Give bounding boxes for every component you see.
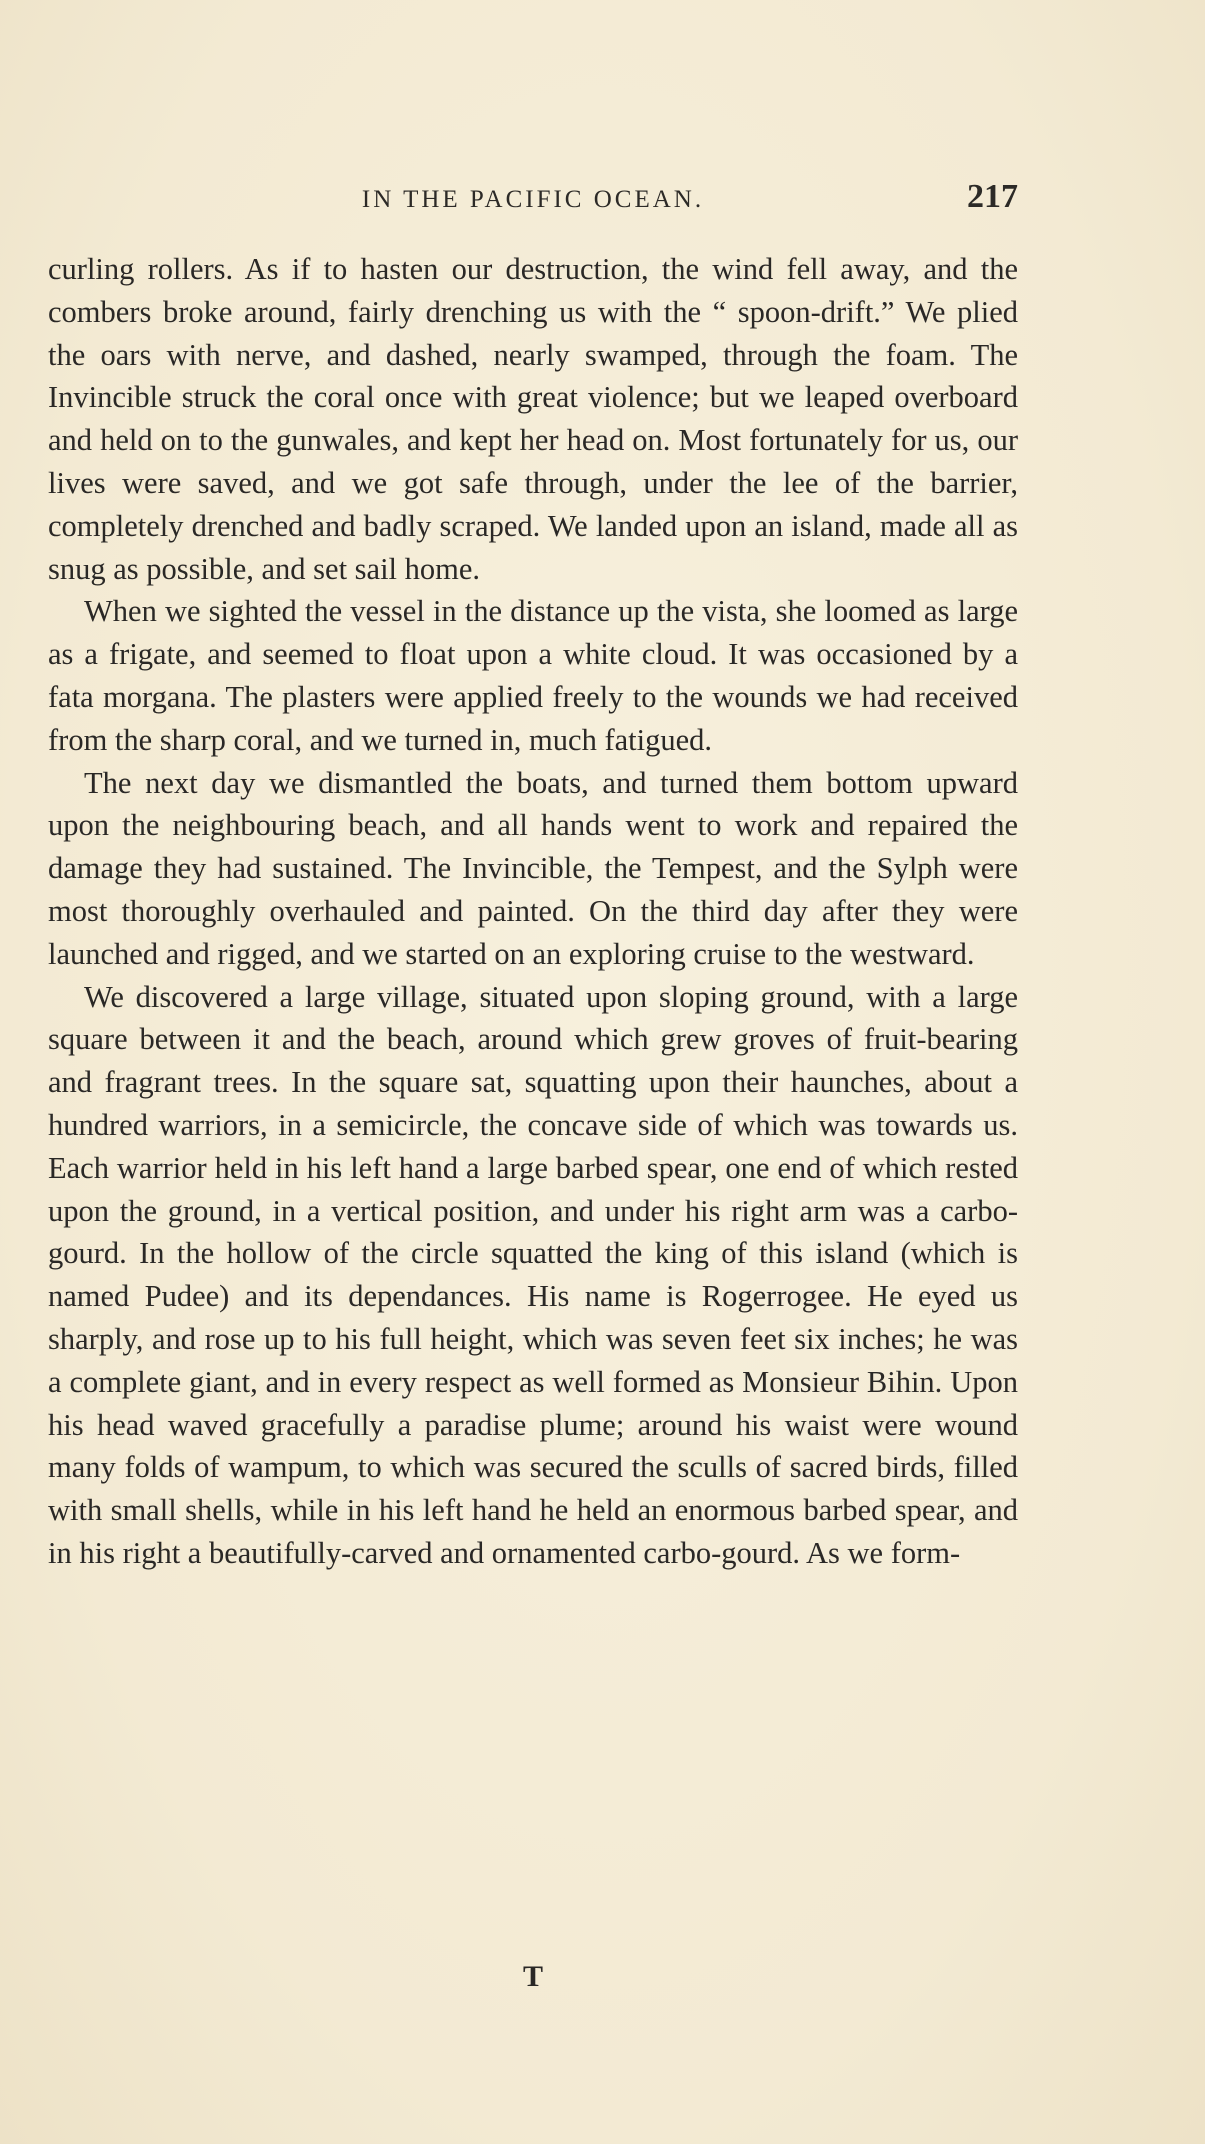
paragraph-4: We discovered a large village, situated upon sloping ground, with a large square between it and the beach, around which grew groves of fruit-bearing and fragrant trees. In the square sat, squatting upon their haunches, about a hundred warriors, in a semicircle, the concave side of which was towards us. Each warrior held in his left hand a large barbed spear, one end of which rested upon the ground, in a vertical position, and under his right arm was a carbo-gourd. In the hollow of the circle squatted the king of this island (which is named Pudee) and its dependances. His name is Rogerrogee. He eyed us sharply, and rose up to his full height, which was seven feet six inches; he was a complete giant, and in every respect as well formed as Monsieur Bihin. Upon his head waved gracefully a paradise plume; around his waist were wound many folds of wampum, to which was secured the sculls of sacred birds, filled with small shells, while in his left hand he held an enormous barbed spear, and in his right a beautifully-carved and ornamented carbo-gourd. As we form- xyxy=(48,979,1018,1570)
paragraph-2: When we sighted the vessel in the distance up the vista, she loomed as large as a frigate, and seemed to float upon a white cloud. It was occasioned by a fata morgana. The plasters were applied freely to the wounds we had received from the sharp coral, and we turned in, much fatigued. xyxy=(48,594,1018,757)
running-head: IN THE PACIFIC OCEAN. xyxy=(361,186,705,213)
paragraph-1: curling rollers. As if to hasten our destruction, the wind fell away, and the combers broke around, fairly drenching us with the “ spoon-drift.” We plied the oars with nerve, and dashed, nearly swamped, through the foam. The Invincible struck the coral once with great violence; but we leaped overboard and held on to the gunwales, and kept her head on. Most fortunately for us, our lives were saved, and we got safe through, under the lee of the barrier, completely drenched and badly scraped. We landed upon an island, made all as snug as possible, and set sail home. xyxy=(48,252,1018,586)
page-number: 217 xyxy=(967,178,1018,215)
page-header xyxy=(48,178,1018,224)
body-text xyxy=(48,248,1018,1575)
signature-mark: T xyxy=(522,1960,543,1993)
paragraph-3: The next day we dismantled the boats, and turned them bottom upward upon the neighbouring beach, and all hands went to work and repaired the damage they had sustained. The Invincible, the Tempest, and the Sylph were most thoroughly overhauled and painted. On the third day after they were launched and rigged, and we started on an exploring cruise to the westward. xyxy=(48,765,1018,971)
